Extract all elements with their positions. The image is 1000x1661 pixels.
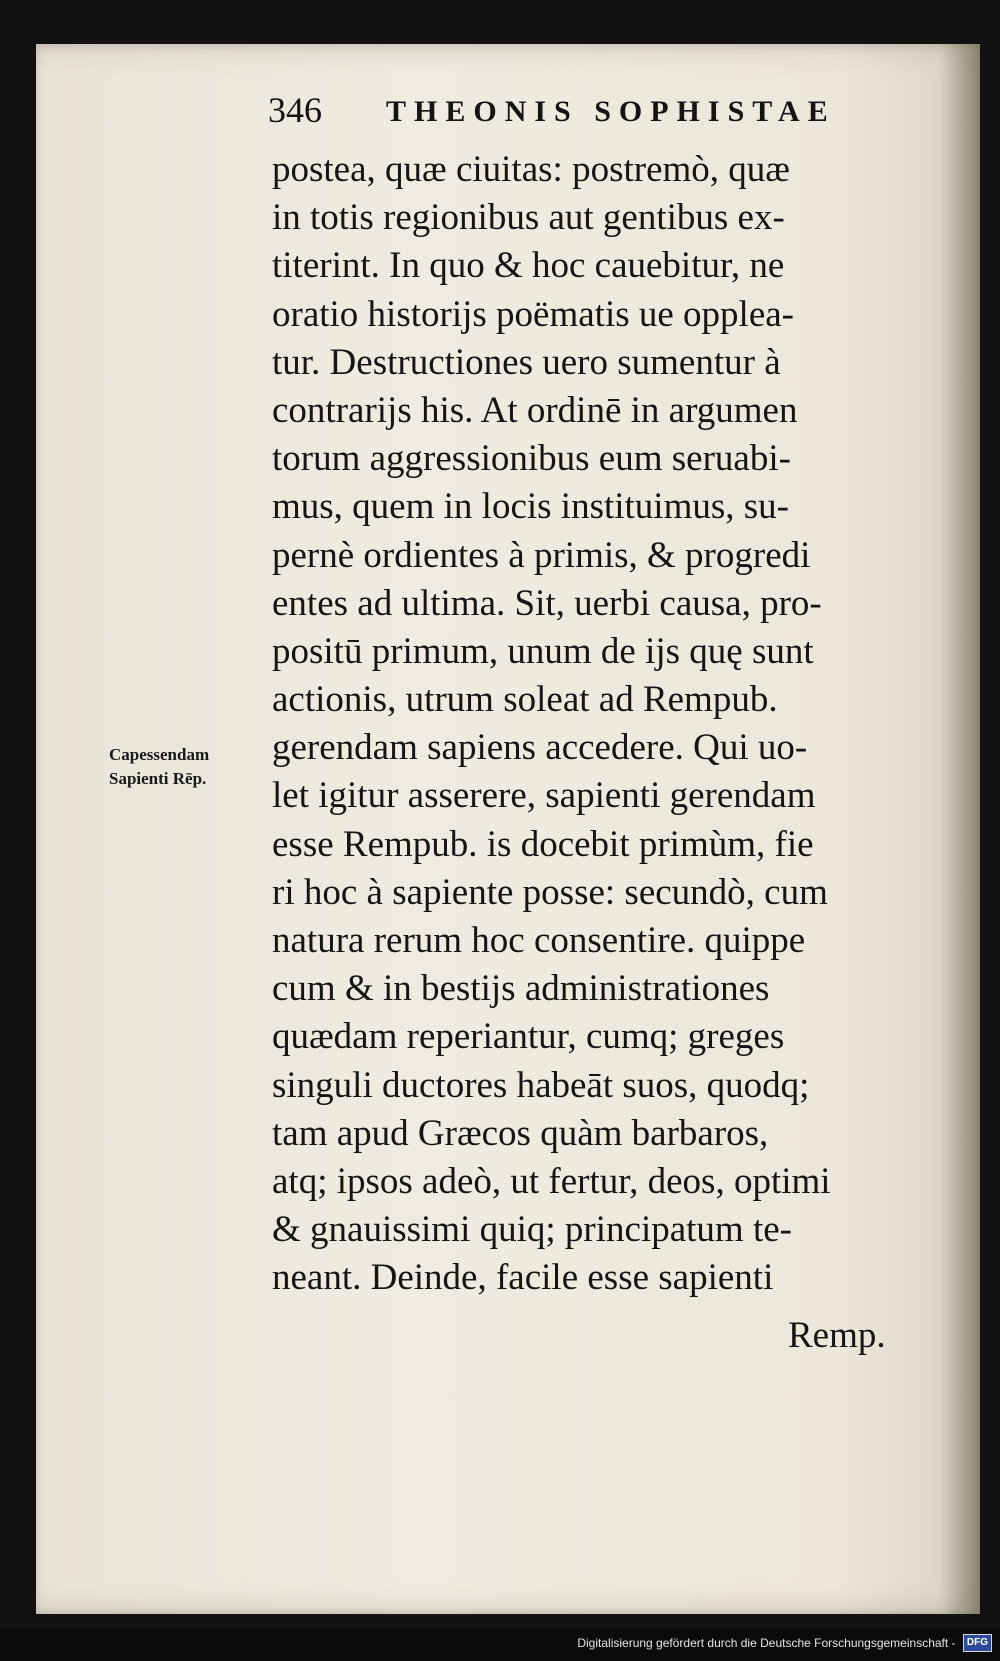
text-line: positū primum, unum de ijs quę sunt [272,630,814,672]
text-line: pernè ordientes à primis, & progredi [272,534,811,576]
text-line: natura rerum hoc consentire. quippe [272,920,806,961]
dfg-logo-icon: DFG [963,1634,992,1652]
text-line: contrarijs his. At ordinē in argumen [272,389,798,431]
text-line: mus, quem in locis instituimus, su- [272,486,789,528]
page-number: 346 [268,90,322,130]
text-line: oratio historijs poëmatis ue oppleа- [272,293,794,335]
text-line: in totis regionibus aut gentibus ex- [272,197,785,239]
text-line: quædam reperiantur, cumq; greges [272,1016,785,1058]
text-line: gerendam sapiens accedere. Qui uo- [272,727,808,769]
text-line: let igitur asserere, sapienti gerendam [272,775,816,817]
running-head-title: THEONIS SOPHISTAE [386,95,836,128]
text-line: atq; ipsos adeò, ut fertur, deos, optimi [272,1160,831,1202]
text-line: singuli ductores habeāt suos, quodq; [272,1064,810,1106]
text-line: cum & in bestijs administrationes [272,968,770,1010]
text-line: postea, quæ ciuitas: postremò, quæ [272,149,790,190]
body-text [272,146,912,1303]
text-line: tam apud Græcos quàm barbaros, [272,1112,769,1154]
text-line: torum aggressionibus eum seruabi- [272,438,791,480]
text-line: ri hoc à sapiente posse: secundò, cum [272,871,828,913]
text-line: actionis, utrum soleat ad Rempub. [272,679,778,721]
credit-text: Digitalisierung gefördert durch die Deutsche Forschungsgemeinschaft - [577,1635,956,1650]
text-line: esse Rempub. is docebit primùm, fie [272,823,814,865]
margin-note-line: Capessendam [109,745,210,764]
margin-note [109,743,269,791]
text-line: neant. Deinde, facile esse sapienti [272,1257,774,1299]
text-line: titerint. In quo & hoc cauebitur, ne [272,245,785,287]
digitization-credit [577,1631,992,1653]
text-line: entes ad ultima. Sit, uerbi causa, pro- [272,582,822,624]
text-line: tur. Destructiones uero sumentur à [272,341,781,383]
text-line: & gnauissimi quiq; principatum te- [272,1209,792,1251]
catchword: Remp. [788,1315,886,1356]
running-head [268,88,898,132]
margin-note-line: Sapienti Rēp. [109,769,207,788]
